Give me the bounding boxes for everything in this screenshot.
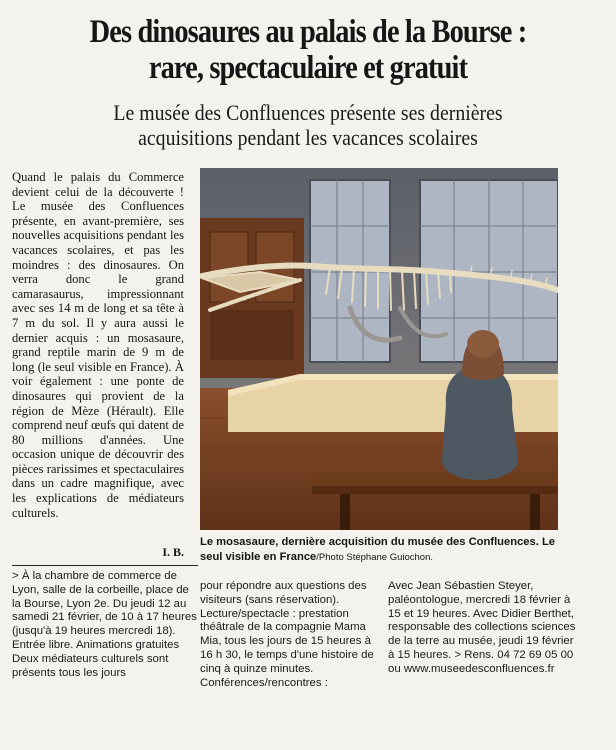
caption-text: Le mosasaure, dernière acquisition du musée des Confluences. Le seul visible en France	[200, 536, 556, 563]
subhead-line-1: Le musée des Confluences présente ses dernières	[113, 100, 503, 125]
mosasaur-photo	[200, 168, 558, 530]
photo-caption	[200, 535, 580, 565]
article-body: Quand le palais du Commerce devient celui de la découverte ! Le musée des Confluences présente, en avant-première, ses nouvelles acquisitions pendant les vacances scolaires, et pas les moindres : des dinosaures. On verra donc le grand camarasaurus, impressionnant avec ses 14 m de long et sa tête à 7 m du sol. Il y aura aussi le dernier acquis : un mosasaure, grand reptile marin de 9 m de long (le seul visible en France). À voir également : une ponte de dinosaures qui provient de la région de Mèze (Hérault). Elle comprend neuf œufs qui datent de 80 millions d'années. Une occasion unique de découvrir des pièces rarissimes et spectaculaires dans un cadre magnifique, avec les explications de médiateurs culturels.	[12, 170, 184, 520]
byline: I. B.	[162, 545, 184, 559]
subheadline	[31, 100, 585, 150]
info-column-1: > À la chambre de commerce de Lyon, salle de la corbeille, place de la Bourse, Lyon 2e. Du jeudi 12 au samedi 21 février, de 10 à 17 heures (jusqu'à 19 heures mercredi 18). Entrée libre. Animations gratuites Deux médiateurs culturels sont présents tous les jours	[12, 565, 198, 680]
info-column-2: pour répondre aux questions des visiteurs (sans réservation). Lecture/spectacle : prestation théâtrale de la compagnie Mama Mia, tous les jours de 15 heures à 16 h 30, le temps d'une histoire de cinq à quinze minutes. Conférences/rencontres :	[200, 580, 374, 689]
headline	[43, 14, 573, 86]
headline-line-2: rare, spectaculaire et gratuit	[148, 50, 468, 86]
photo-credit: /Photo Stéphane Guiochon.	[316, 551, 434, 563]
headline-line-1: Des dinosaures au palais de la Bourse :	[89, 14, 527, 50]
photo-illustration	[200, 168, 558, 530]
info-column-3: Avec Jean Sébastien Steyer, paléontologue, mercredi 18 février à 15 et 19 heures. Avec Didier Berthet, responsable des collections sciences de la terre au musée, jeudi 19 février à 15 heures. > Rens. 04 72 69 05 00 ou www.museedesconfluences.fr	[388, 580, 576, 675]
subhead-line-2: acquisitions pendant les vacances scolaires	[138, 125, 478, 150]
